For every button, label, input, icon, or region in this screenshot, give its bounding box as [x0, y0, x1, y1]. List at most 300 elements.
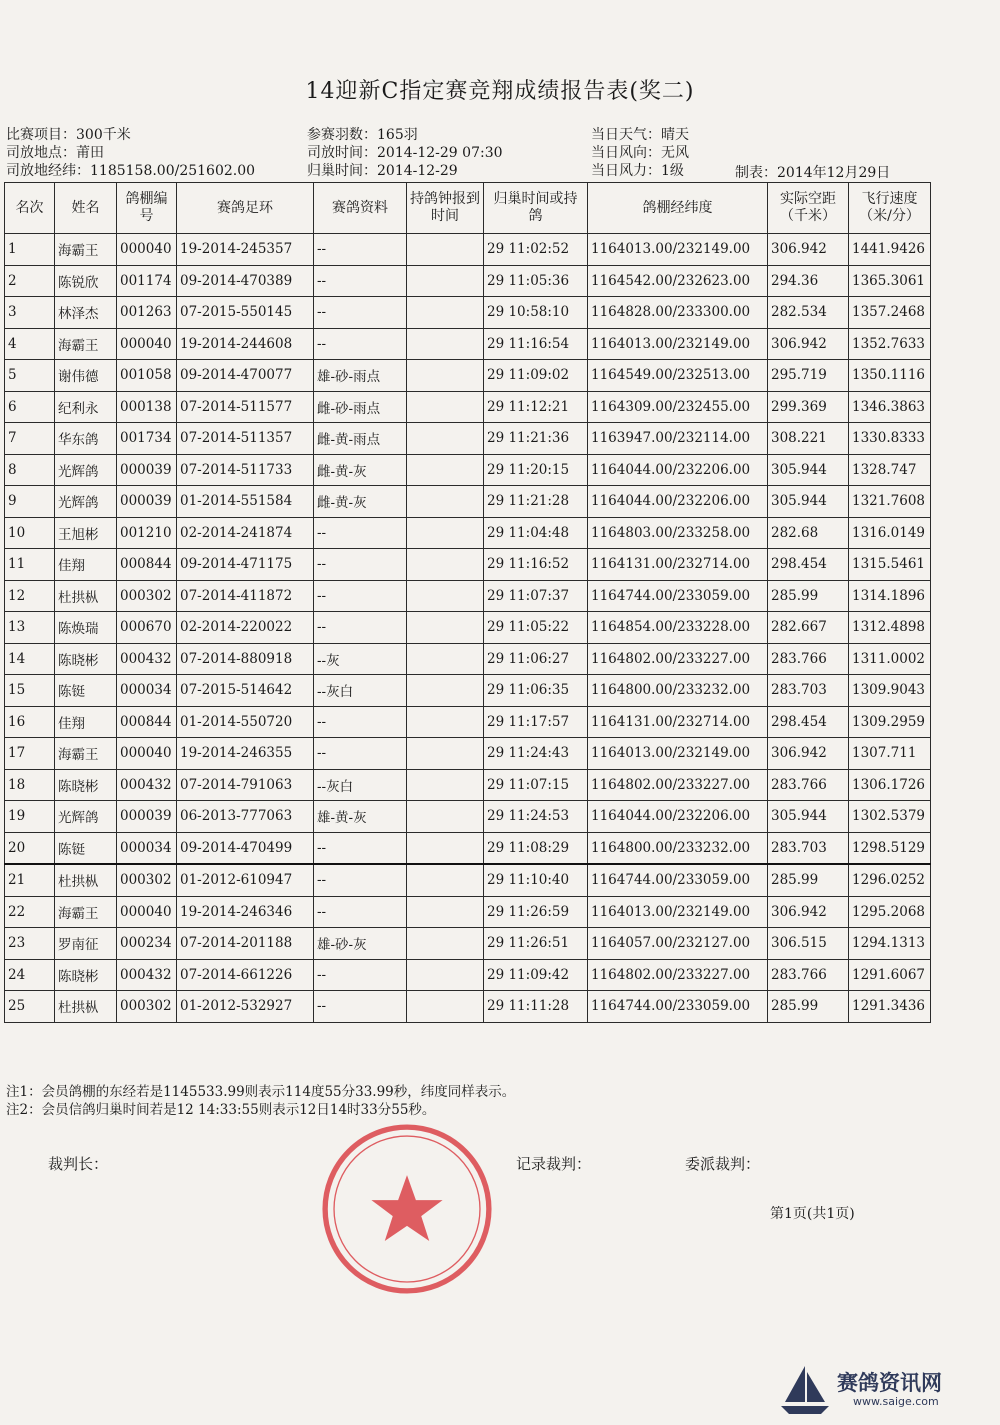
cell-pigeon-info: --: [314, 580, 407, 612]
cell-pigeon-info: --灰白: [314, 769, 407, 801]
results-body: [5, 234, 931, 1023]
cell-loft-coords: 1164057.00/232127.00: [588, 928, 768, 960]
cell-loft-id: 001058: [117, 360, 177, 392]
cell-pigeon-info: --: [314, 549, 407, 581]
cell-name: 陈晓彬: [55, 643, 117, 675]
cell-speed: 1309.9043: [849, 675, 931, 707]
cell-arrival-time: 29 11:04:48: [484, 517, 588, 549]
cell-distance: 283.766: [768, 643, 849, 675]
cell-arrival-time: 29 11:16:54: [484, 328, 588, 360]
cell-pigeon-info: 雌-黄-雨点: [314, 423, 407, 455]
table-row: [5, 549, 931, 581]
cell-speed: 1312.4898: [849, 612, 931, 644]
cell-loft-id: 001210: [117, 517, 177, 549]
cell-arrival-time: 29 11:06:27: [484, 643, 588, 675]
cell-clock-time: [407, 801, 484, 833]
meta-column-right: [591, 126, 689, 180]
table-row: [5, 706, 931, 738]
cell-distance: 306.942: [768, 328, 849, 360]
cell-ring: 19-2014-244608: [177, 328, 314, 360]
cell-ring: 01-2012-532927: [177, 991, 314, 1023]
note-1: 注1：会员鸽棚的东经若是1145533.99则表示114度55分33.99秒，纬度同样表示。: [6, 1084, 516, 1100]
table-row: [5, 360, 931, 392]
cell-arrival-time: 29 11:16:52: [484, 549, 588, 581]
cell-ring: 09-2014-470077: [177, 360, 314, 392]
cell-arrival-time: 29 11:12:21: [484, 391, 588, 423]
cell-arrival-time: 29 11:20:15: [484, 454, 588, 486]
cell-loft-coords: 1164800.00/233232.00: [588, 675, 768, 707]
cell-pigeon-info: --: [314, 864, 407, 896]
table-row: [5, 612, 931, 644]
cell-clock-time: [407, 675, 484, 707]
cell-speed: 1314.1896: [849, 580, 931, 612]
cell-rank: 18: [5, 769, 55, 801]
cell-speed: 1330.8333: [849, 423, 931, 455]
cell-pigeon-info: --灰白: [314, 675, 407, 707]
cell-arrival-time: 29 11:26:59: [484, 896, 588, 928]
signature-record-judge: 记录裁判：: [516, 1155, 592, 1173]
cell-rank: 10: [5, 517, 55, 549]
cell-speed: 1296.0252: [849, 864, 931, 896]
cell-clock-time: [407, 360, 484, 392]
table-row: [5, 423, 931, 455]
signature-appointed-judge: 委派裁判：: [685, 1155, 761, 1173]
cell-loft-id: 000432: [117, 643, 177, 675]
cell-speed: 1309.2959: [849, 706, 931, 738]
table-row: [5, 959, 931, 991]
cell-ring: 07-2015-514642: [177, 675, 314, 707]
cell-ring: 09-2014-470499: [177, 832, 314, 864]
header-rank: 名次: [5, 183, 55, 234]
cell-pigeon-info: 雌-黄-灰: [314, 454, 407, 486]
cell-speed: 1298.5129: [849, 832, 931, 864]
cell-ring: 01-2014-551584: [177, 486, 314, 518]
cell-loft-id: 000302: [117, 991, 177, 1023]
cell-clock-time: [407, 738, 484, 770]
cell-speed: 1352.7633: [849, 328, 931, 360]
cell-name: 陈锐欣: [55, 265, 117, 297]
cell-distance: 294.36: [768, 265, 849, 297]
cell-loft-coords: 1164309.00/232455.00: [588, 391, 768, 423]
cell-speed: 1291.6067: [849, 959, 931, 991]
table-row: [5, 832, 931, 864]
cell-pigeon-info: 雌-砂-雨点: [314, 391, 407, 423]
cell-loft-coords: 1164044.00/232206.00: [588, 454, 768, 486]
cell-rank: 4: [5, 328, 55, 360]
table-row: [5, 486, 931, 518]
meta-release-place: 司放地点：莆田: [6, 145, 104, 161]
cell-loft-coords: 1164800.00/233232.00: [588, 832, 768, 864]
cell-speed: 1315.5461: [849, 549, 931, 581]
cell-distance: 299.369: [768, 391, 849, 423]
cell-name: 罗南征: [55, 928, 117, 960]
cell-pigeon-info: --灰: [314, 643, 407, 675]
cell-ring: 19-2014-246346: [177, 896, 314, 928]
cell-ring: 07-2014-511577: [177, 391, 314, 423]
cell-ring: 09-2014-471175: [177, 549, 314, 581]
cell-pigeon-info: 雌-黄-灰: [314, 486, 407, 518]
cell-rank: 17: [5, 738, 55, 770]
logo-text: 赛鸽资讯网: [837, 1371, 942, 1395]
cell-ring: 07-2014-661226: [177, 959, 314, 991]
site-logo: [775, 1362, 980, 1417]
cell-speed: 1291.3436: [849, 991, 931, 1023]
cell-distance: 285.99: [768, 580, 849, 612]
cell-rank: 3: [5, 297, 55, 329]
cell-pigeon-info: 雄-砂-雨点: [314, 360, 407, 392]
cell-rank: 25: [5, 991, 55, 1023]
cell-clock-time: [407, 423, 484, 455]
cell-rank: 5: [5, 360, 55, 392]
cell-ring: 07-2014-511733: [177, 454, 314, 486]
cell-arrival-time: 29 11:05:36: [484, 265, 588, 297]
cell-rank: 24: [5, 959, 55, 991]
cell-loft-coords: 1164744.00/233059.00: [588, 580, 768, 612]
cell-name: 海霸王: [55, 738, 117, 770]
cell-distance: 305.944: [768, 486, 849, 518]
cell-loft-id: 001263: [117, 297, 177, 329]
cell-loft-coords: 1164802.00/233227.00: [588, 769, 768, 801]
cell-rank: 22: [5, 896, 55, 928]
table-row: [5, 297, 931, 329]
table-row: [5, 801, 931, 833]
cell-loft-id: 000039: [117, 486, 177, 518]
cell-name: 陈晓彬: [55, 959, 117, 991]
cell-clock-time: [407, 832, 484, 864]
cell-loft-coords: 1164013.00/232149.00: [588, 328, 768, 360]
cell-rank: 19: [5, 801, 55, 833]
report-title: 14迎新C指定赛竞翔成绩报告表(奖二): [305, 79, 695, 104]
cell-loft-coords: 1164013.00/232149.00: [588, 234, 768, 266]
cell-clock-time: [407, 864, 484, 896]
table-row: [5, 391, 931, 423]
cell-loft-id: 000034: [117, 675, 177, 707]
cell-clock-time: [407, 265, 484, 297]
cell-distance: 283.703: [768, 832, 849, 864]
cell-distance: 283.766: [768, 769, 849, 801]
page-number: 第1页(共1页): [770, 1206, 855, 1222]
cell-ring: 19-2014-245357: [177, 234, 314, 266]
cell-rank: 15: [5, 675, 55, 707]
cell-loft-id: 000034: [117, 832, 177, 864]
cell-loft-id: 000040: [117, 328, 177, 360]
cell-loft-coords: 1164131.00/232714.00: [588, 549, 768, 581]
cell-name: 纪利永: [55, 391, 117, 423]
cell-name: 光辉鸽: [55, 486, 117, 518]
cell-pigeon-info: 雄-黄-灰: [314, 801, 407, 833]
cell-clock-time: [407, 486, 484, 518]
cell-loft-coords: 1164803.00/233258.00: [588, 517, 768, 549]
table-row: [5, 580, 931, 612]
meta-release-time: 司放时间：2014-12-29 07:30: [307, 145, 503, 161]
cell-ring: 06-2013-777063: [177, 801, 314, 833]
cell-arrival-time: 29 11:05:22: [484, 612, 588, 644]
cell-clock-time: [407, 896, 484, 928]
cell-loft-coords: 1164131.00/232714.00: [588, 706, 768, 738]
cell-distance: 305.944: [768, 454, 849, 486]
cell-ring: 07-2014-411872: [177, 580, 314, 612]
cell-speed: 1346.3863: [849, 391, 931, 423]
cell-loft-coords: 1164744.00/233059.00: [588, 864, 768, 896]
cell-distance: 306.942: [768, 234, 849, 266]
signature-chief-judge: 裁判长：: [48, 1155, 109, 1173]
cell-ring: 07-2015-550145: [177, 297, 314, 329]
cell-name: 杜拱枞: [55, 991, 117, 1023]
cell-speed: 1328.747: [849, 454, 931, 486]
cell-rank: 20: [5, 832, 55, 864]
cell-clock-time: [407, 328, 484, 360]
cell-arrival-time: 29 11:21:36: [484, 423, 588, 455]
results-table: [4, 182, 931, 1023]
cell-loft-coords: 1164854.00/233228.00: [588, 612, 768, 644]
cell-clock-time: [407, 959, 484, 991]
table-row: [5, 328, 931, 360]
meta-weather: 当日天气：晴天: [591, 127, 689, 143]
meta-race-distance: 比赛项目：300千米: [6, 127, 131, 143]
cell-name: 陈铤: [55, 675, 117, 707]
cell-name: 海霸王: [55, 234, 117, 266]
cell-ring: 07-2014-511357: [177, 423, 314, 455]
cell-loft-id: 000138: [117, 391, 177, 423]
cell-speed: 1295.2068: [849, 896, 931, 928]
cell-speed: 1321.7608: [849, 486, 931, 518]
cell-loft-id: 000040: [117, 234, 177, 266]
cell-pigeon-info: --: [314, 738, 407, 770]
header-clock-time: 持鸽钟报到时间: [407, 183, 484, 234]
cell-arrival-time: 29 11:07:37: [484, 580, 588, 612]
cell-loft-coords: 1163947.00/232114.00: [588, 423, 768, 455]
cell-name: 佳翔: [55, 549, 117, 581]
cell-distance: 282.667: [768, 612, 849, 644]
cell-name: 光辉鸽: [55, 454, 117, 486]
cell-distance: 305.944: [768, 801, 849, 833]
cell-pigeon-info: --: [314, 832, 407, 864]
cell-loft-id: 000844: [117, 549, 177, 581]
cell-ring: 19-2014-246355: [177, 738, 314, 770]
cell-speed: 1441.9426: [849, 234, 931, 266]
cell-loft-id: 000040: [117, 896, 177, 928]
cell-name: 华东鸽: [55, 423, 117, 455]
cell-name: 光辉鸽: [55, 801, 117, 833]
cell-pigeon-info: --: [314, 959, 407, 991]
cell-name: 杜拱枞: [55, 864, 117, 896]
cell-loft-id: 000432: [117, 769, 177, 801]
cell-name: 王旭彬: [55, 517, 117, 549]
meta-return-date: 归巢时间：2014-12-29: [307, 163, 458, 179]
cell-clock-time: [407, 769, 484, 801]
cell-rank: 8: [5, 454, 55, 486]
cell-distance: 306.942: [768, 738, 849, 770]
header-speed: 飞行速度（米/分）: [849, 183, 931, 234]
cell-distance: 283.703: [768, 675, 849, 707]
cell-ring: 01-2014-550720: [177, 706, 314, 738]
cell-pigeon-info: --: [314, 517, 407, 549]
header-name: 姓名: [55, 183, 117, 234]
cell-loft-id: 000432: [117, 959, 177, 991]
table-row: [5, 675, 931, 707]
cell-speed: 1350.1116: [849, 360, 931, 392]
table-row: [5, 517, 931, 549]
cell-distance: 285.99: [768, 864, 849, 896]
cell-distance: 306.942: [768, 896, 849, 928]
cell-clock-time: [407, 928, 484, 960]
header-row: [5, 183, 931, 234]
table-row: [5, 643, 931, 675]
meta-column-middle: [307, 126, 503, 180]
cell-distance: 283.766: [768, 959, 849, 991]
cell-loft-id: 000039: [117, 454, 177, 486]
logo-url: www.saige.com: [853, 1395, 939, 1408]
cell-speed: 1316.0149: [849, 517, 931, 549]
cell-loft-id: 000844: [117, 706, 177, 738]
cell-speed: 1302.5379: [849, 801, 931, 833]
cell-pigeon-info: --: [314, 234, 407, 266]
cell-loft-id: 001734: [117, 423, 177, 455]
cell-rank: 11: [5, 549, 55, 581]
cell-pigeon-info: --: [314, 706, 407, 738]
cell-clock-time: [407, 643, 484, 675]
cell-pigeon-info: --: [314, 896, 407, 928]
table-row: [5, 928, 931, 960]
cell-pigeon-info: --: [314, 265, 407, 297]
cell-name: 杜拱枞: [55, 580, 117, 612]
header-arrival-time: 归巢时间或持鸽: [484, 183, 588, 234]
cell-arrival-time: 29 11:26:51: [484, 928, 588, 960]
cell-ring: 02-2014-241874: [177, 517, 314, 549]
cell-pigeon-info: --: [314, 991, 407, 1023]
cell-arrival-time: 29 11:08:29: [484, 832, 588, 864]
cell-rank: 14: [5, 643, 55, 675]
cell-clock-time: [407, 580, 484, 612]
cell-name: 陈铤: [55, 832, 117, 864]
header-distance: 实际空距（千米）: [768, 183, 849, 234]
cell-rank: 2: [5, 265, 55, 297]
cell-distance: 306.515: [768, 928, 849, 960]
sailboat-logo-icon: [775, 1362, 835, 1417]
cell-distance: 308.221: [768, 423, 849, 455]
cell-arrival-time: 29 11:21:28: [484, 486, 588, 518]
cell-speed: 1294.1313: [849, 928, 931, 960]
cell-name: 陈焕瑞: [55, 612, 117, 644]
cell-clock-time: [407, 297, 484, 329]
cell-arrival-time: 29 11:10:40: [484, 864, 588, 896]
cell-ring: 07-2014-880918: [177, 643, 314, 675]
cell-name: 林泽杰: [55, 297, 117, 329]
header-pigeon-info: 赛鸽资料: [314, 183, 407, 234]
cell-loft-coords: 1164542.00/232623.00: [588, 265, 768, 297]
cell-rank: 12: [5, 580, 55, 612]
cell-rank: 6: [5, 391, 55, 423]
cell-clock-time: [407, 991, 484, 1023]
cell-rank: 9: [5, 486, 55, 518]
cell-arrival-time: 29 11:11:28: [484, 991, 588, 1023]
cell-distance: 298.454: [768, 549, 849, 581]
cell-rank: 21: [5, 864, 55, 896]
cell-ring: 01-2012-610947: [177, 864, 314, 896]
cell-rank: 7: [5, 423, 55, 455]
cell-arrival-time: 29 10:58:10: [484, 297, 588, 329]
table-row: [5, 864, 931, 896]
header-ring: 赛鸽足环: [177, 183, 314, 234]
table-row: [5, 896, 931, 928]
cell-loft-coords: 1164802.00/233227.00: [588, 959, 768, 991]
cell-arrival-time: 29 11:06:35: [484, 675, 588, 707]
cell-loft-coords: 1164828.00/233300.00: [588, 297, 768, 329]
cell-arrival-time: 29 11:02:52: [484, 234, 588, 266]
cell-speed: 1311.0002: [849, 643, 931, 675]
official-seal-stamp: [318, 1120, 496, 1298]
cell-speed: 1357.2468: [849, 297, 931, 329]
cell-clock-time: [407, 234, 484, 266]
cell-distance: 295.719: [768, 360, 849, 392]
note-2: 注2：会员信鸽归巢时间若是12 14:33:55则表示12日14时33分55秒。: [6, 1102, 436, 1118]
cell-loft-coords: 1164549.00/232513.00: [588, 360, 768, 392]
cell-clock-time: [407, 549, 484, 581]
cell-rank: 16: [5, 706, 55, 738]
cell-rank: 23: [5, 928, 55, 960]
cell-pigeon-info: 雄-砂-灰: [314, 928, 407, 960]
table-row: [5, 738, 931, 770]
cell-ring: 02-2014-220022: [177, 612, 314, 644]
cell-pigeon-info: --: [314, 297, 407, 329]
meta-wind-direction: 当日风向：无风: [591, 145, 689, 161]
cell-loft-coords: 1164744.00/233059.00: [588, 991, 768, 1023]
cell-loft-id: 000302: [117, 580, 177, 612]
cell-loft-id: 000234: [117, 928, 177, 960]
table-row: [5, 769, 931, 801]
cell-loft-id: 000670: [117, 612, 177, 644]
cell-arrival-time: 29 11:09:42: [484, 959, 588, 991]
cell-speed: 1365.3061: [849, 265, 931, 297]
meta-column-left: [6, 126, 255, 180]
cell-loft-id: 000040: [117, 738, 177, 770]
cell-name: 谢伟德: [55, 360, 117, 392]
cell-arrival-time: 29 11:09:02: [484, 360, 588, 392]
cell-clock-time: [407, 612, 484, 644]
cell-arrival-time: 29 11:17:57: [484, 706, 588, 738]
meta-release-coords: 司放地经纬：1185158.00/251602.00: [6, 163, 256, 179]
cell-loft-coords: 1164044.00/232206.00: [588, 801, 768, 833]
cell-name: 海霸王: [55, 896, 117, 928]
header-loft-id: 鸽棚编号: [117, 183, 177, 234]
cell-loft-id: 000039: [117, 801, 177, 833]
cell-clock-time: [407, 454, 484, 486]
cell-loft-coords: 1164802.00/233227.00: [588, 643, 768, 675]
cell-clock-time: [407, 391, 484, 423]
cell-ring: 07-2014-201188: [177, 928, 314, 960]
cell-rank: 13: [5, 612, 55, 644]
cell-loft-coords: 1164013.00/232149.00: [588, 896, 768, 928]
cell-pigeon-info: --: [314, 328, 407, 360]
cell-clock-time: [407, 706, 484, 738]
meta-table-date: 制表：2014年12月29日: [735, 165, 891, 181]
cell-arrival-time: 29 11:24:53: [484, 801, 588, 833]
header-loft-coords: 鸽棚经纬度: [588, 183, 768, 234]
cell-speed: 1306.1726: [849, 769, 931, 801]
table-row: [5, 991, 931, 1023]
cell-rank: 1: [5, 234, 55, 266]
cell-speed: 1307.711: [849, 738, 931, 770]
cell-loft-id: 000302: [117, 864, 177, 896]
cell-name: 陈晓彬: [55, 769, 117, 801]
notes: [6, 1083, 515, 1119]
table-row: [5, 265, 931, 297]
table-row: [5, 454, 931, 486]
cell-clock-time: [407, 517, 484, 549]
cell-distance: 282.68: [768, 517, 849, 549]
table-row: [5, 234, 931, 266]
cell-distance: 285.99: [768, 991, 849, 1023]
